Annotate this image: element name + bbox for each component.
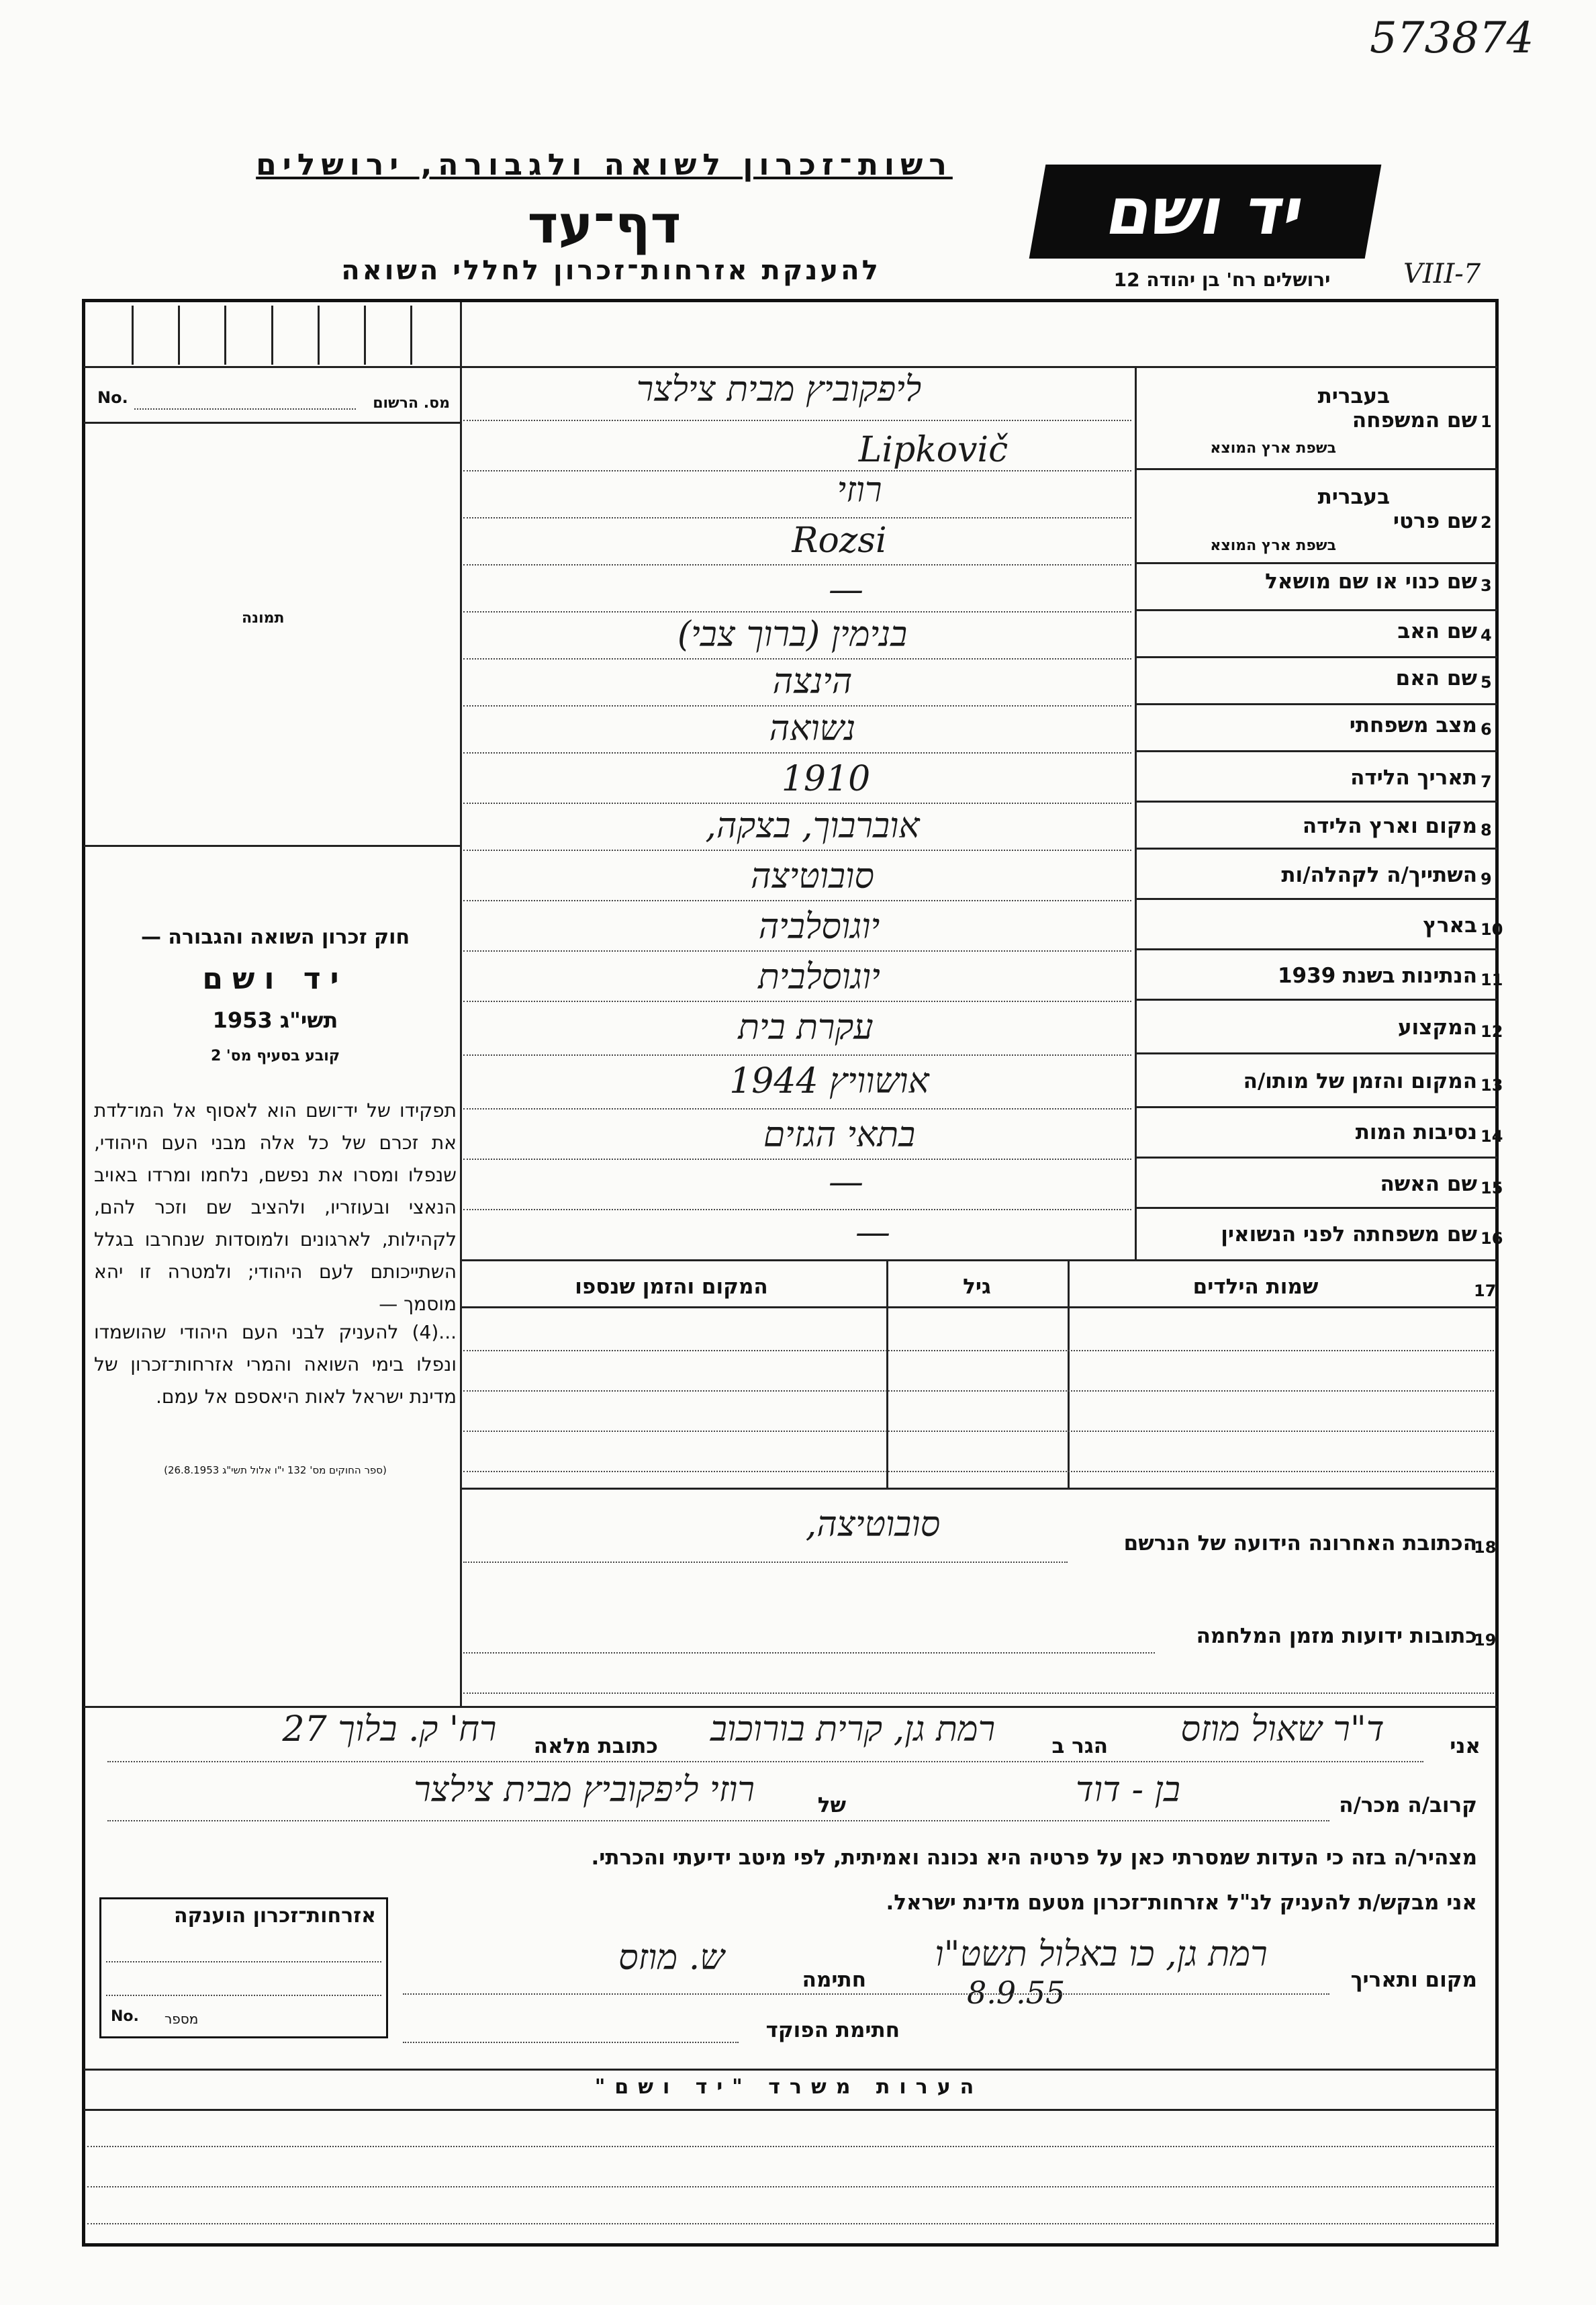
declaration-statement-1: מצהיר/ה בזה כי העדות שמסרתי כאן על פרטיה היא נכונה ואמיתית, לפי מיטב ידיעתי והכרתי. [591,1846,1477,1870]
row-5-value[interactable]: הינצה [772,662,853,702]
row-12-number: 12 [1481,1022,1503,1041]
row-7-value[interactable]: 1910 [781,759,871,799]
full-address-value[interactable]: רח' ק. בלוך 27 [282,1709,497,1750]
row-13-number: 13 [1481,1076,1503,1095]
certificate-line [106,1961,381,1962]
officer-signature-label: חתימת הפוקד [765,2018,900,2042]
hebrew-label: בעברית [1317,485,1390,509]
value-line [463,705,1131,707]
top-strip-line [84,366,1497,368]
row-2-value-hebrew[interactable]: רוזי [837,470,882,510]
row-19-line[interactable] [463,1652,1155,1654]
signature-value[interactable]: ש. מוזס [618,1938,725,1978]
children-age-header: גיל [963,1275,991,1299]
lives-in-label: הגר ב [1051,1734,1108,1758]
row-15-value[interactable]: — [829,1162,863,1202]
children-col-divider [1068,1259,1070,1488]
row-8-number: 8 [1481,821,1492,840]
row-11-label: הנתינות בשנת 1939 [1277,964,1477,988]
lives-in-value[interactable]: רמת גן, קרית בורוכוב [710,1709,996,1750]
children-row-line[interactable] [463,1350,1494,1351]
document-number: 573874 [1370,13,1534,63]
row-line [1135,1052,1497,1054]
row-8-label: מקום וארץ הלידה [1302,814,1477,838]
row-1-value-origin[interactable]: Lipkovič [858,430,1008,470]
certificate-line [106,1995,381,1996]
notes-line[interactable] [87,2223,1494,2224]
photo-label: תמונה [242,610,285,627]
children-col-divider [886,1259,888,1488]
row-3-number: 3 [1481,576,1492,595]
row-7-label: תאריך הלידה [1350,766,1477,790]
declaration-statement-2: אני מבקש/ת להעניק לנ"ל אזרחות־זכרון מטעם מדינת ישראל. [886,1891,1477,1915]
reg-no-label: מס. הרשום [373,395,450,412]
row-1-number: 1 [1481,412,1492,431]
children-table-header-line [460,1306,1497,1308]
row-16-number: 16 [1481,1229,1503,1248]
row-line [1135,562,1497,564]
value-line [463,1054,1131,1056]
value-line [463,1209,1131,1210]
full-address-label: כתובת מלאה [533,1734,658,1758]
row-5-number: 5 [1481,673,1492,692]
row-line [1135,609,1497,611]
row-5-label: שם האם [1395,666,1477,690]
relation-value[interactable]: בן - דוד [1076,1770,1180,1810]
row-19-number: 19 [1474,1631,1497,1649]
row-line [1135,1207,1497,1209]
logo-address: ירושלים רח' בן יהודה 12 [1113,269,1331,291]
row-14-value[interactable]: בתאי הגזים [763,1115,916,1155]
children-row-line[interactable] [463,1390,1494,1392]
hebrew-label: בעברית [1317,384,1390,408]
place-date-line [403,1993,1329,1995]
declaration-line-2 [107,1820,1329,1821]
law-clause: קובע בסעיף מס' 2 [210,1048,340,1065]
law-text-paragraph-2: ...(4) להעניק לבני העם היהודי שהושמדו ונפלו בימי השואה והמרי אזרחות־זכרון של מדינת ישראל לאות היאספם אל עמם. [94,1321,457,1408]
value-line [463,900,1131,901]
notes-line[interactable] [87,2146,1494,2147]
reg-no-field[interactable] [134,408,356,410]
row-2-number: 2 [1481,513,1492,532]
value-line [463,517,1131,518]
children-place-header: המקום והזמן שנספו [575,1275,768,1299]
law-text-paragraph-1: תפקידו של יד־ושם הוא לאסוף אל המו־לדת את זכרם של כל אלה מבני העם היהודי, שנפלו ומסרו את נפשם, נלחמו ומרדו באויב הנאצי ובעוזריו, ולהציב שם וזכר להם, לקהילות, לארגונים ולמוסדות שנחרבו בגלל השתייכותם לעם היהודי; ולמטרה זו יהא מוסמך — [94,1099,457,1315]
law-name: יד ושם [202,962,348,996]
row-18-line [463,1562,1068,1563]
row-1-value-hebrew[interactable]: ליפקוביץ מבית צילצר [636,369,922,410]
value-line [463,1001,1131,1002]
row-4-number: 4 [1481,626,1492,645]
row-10-number: 10 [1481,920,1503,939]
reference-code: VIII-7 [1403,259,1481,289]
row-line [1135,999,1497,1001]
row-14-number: 14 [1481,1127,1503,1146]
of-label: של [817,1793,846,1817]
row-1-label: שם המשפחה [1352,408,1477,433]
date-value[interactable]: 8.9.55 [967,1975,1066,2011]
row-8-value[interactable]: אוברבוך, בצקה, [705,806,920,846]
row-line [1135,801,1497,803]
row-line [1135,1157,1497,1159]
row-3-value[interactable]: — [829,570,863,610]
row-14-label: נסיבות המות [1355,1120,1477,1144]
place-date-label: מקום ותאריך [1350,1968,1477,1992]
row-18-value[interactable]: סובוטיצה, [805,1504,941,1545]
row-19-line-2[interactable] [463,1692,1494,1694]
row-6-number: 6 [1481,720,1492,739]
place-date-value[interactable]: רמת גן, כו באלול תשט"ו [935,1934,1268,1975]
reg-number-boxes [87,306,457,365]
origin-label: בשפת ארץ המוצא [1210,537,1336,554]
row-16-label: שם משפחתה לפני הנשואין [1221,1222,1477,1247]
row-line [1135,948,1497,950]
signature-label: חתימה [802,1968,866,1992]
row-12-value[interactable]: עקרת בית [738,1007,874,1048]
row-line [1135,656,1497,658]
photo-bottom-line [84,845,460,847]
row-18-number: 18 [1474,1538,1497,1557]
law-year: תשי"ג 1953 [212,1007,338,1033]
form-title: דף־עד [527,195,682,255]
row-10-label: בארץ [1423,913,1477,938]
declaration-top-line [84,1706,1497,1708]
row-line [1135,1106,1497,1108]
children-row-line[interactable] [463,1471,1494,1472]
origin-label: בשפת ארץ המוצא [1210,440,1336,457]
row-9-label: השתייך/ה לקהלה/ות [1281,863,1477,887]
row-9-value[interactable]: סובוטיצה [750,856,874,897]
law-reference: (ספר החוקים מס' 132 י"ו אלול תשי"ג 26.8.1953) [164,1464,387,1476]
children-row-line[interactable] [463,1431,1494,1432]
row-12-label: המקצוע [1397,1015,1477,1040]
row-2-label: שם פרטי [1393,509,1477,533]
label-column-divider [1135,366,1137,1259]
value-line [463,950,1131,952]
row-line [1135,703,1497,705]
certificate-no-prefix: No. [111,2008,139,2025]
declarant-name[interactable]: ד"ר שאול מוזס [1180,1709,1384,1750]
row-7-number: 7 [1481,772,1492,791]
yad-vashem-logo: יד ושם [1029,165,1382,259]
row-line [1135,898,1497,900]
row-10-value[interactable]: יוגוסלביה [758,907,880,947]
row-13-value[interactable]: אושוויץ 1944 [729,1061,929,1101]
officer-signature-line[interactable] [403,2042,739,2043]
row-4-label: שם האב [1397,619,1477,643]
row-6-label: מצב משפחתי [1349,713,1477,737]
row-11-value[interactable]: יוגוסלבית [758,957,880,997]
notes-line[interactable] [87,2186,1494,2187]
value-line [463,803,1131,804]
row-3-label: שם כנוי או שם מושאל [1265,570,1477,594]
value-line [463,752,1131,754]
row-19-label: כתובות ידועות מזמן המלחמה [1196,1624,1477,1648]
declaration-i-label: אני [1450,1734,1481,1758]
children-table-top [460,1259,1497,1261]
reg-no-prefix: No. [97,388,128,407]
certificate-number-label: מספר [165,2011,199,2027]
value-line [463,850,1131,851]
notes-top-line [84,2069,1497,2071]
row-16-value[interactable]: — [855,1212,890,1253]
row-6-value[interactable]: נשואה [769,709,856,749]
relation-label: קרוב/ה מכר/ה [1339,1793,1477,1817]
left-column-divider [460,302,462,1706]
row-9-number: 9 [1481,870,1492,889]
photo-top-line [84,422,460,424]
row-13-label: המקום והזמן של מותו/ה [1243,1069,1477,1093]
row-4-value[interactable]: בנימין (ברוך צבי) [677,615,908,655]
row-11-number: 11 [1481,970,1503,989]
value-line [463,1108,1131,1110]
value-line [463,420,1131,421]
of-value[interactable]: רוזי ליפקוביץ מבית צילצר [414,1770,755,1810]
row-18-label: הכתובת האחרונה הידועה של הנרשם [1123,1531,1477,1555]
children-table-bottom [460,1488,1497,1490]
office-notes-header: הערות משרד "יד ושם" [594,2075,984,2099]
value-line [463,611,1131,613]
declaration-line-1 [107,1761,1423,1762]
children-names-header: שמות הילדים [1192,1275,1319,1299]
row-15-number: 15 [1481,1179,1503,1197]
organization-name: רשות־זכרון לשואה ולגבורה, ירושלים [256,148,953,182]
row-line [1135,848,1497,850]
form-subtitle: להענקת אזרחות־זכרון לחללי השואה [341,255,881,286]
law-heading: חוק זכרון השואה והגבורה — [140,925,410,949]
row-line [1135,750,1497,752]
notes-header-line [84,2109,1497,2111]
row-15-label: שם האשה [1380,1172,1477,1196]
value-line [463,658,1131,660]
certificate-title: אזרחות־זכרון הוענקה [173,1904,376,1928]
value-line [463,1159,1131,1160]
row-line [1135,468,1497,470]
row-2-value-origin[interactable]: Rozsi [792,521,887,561]
value-line [463,564,1131,566]
row-17-number: 17 [1474,1281,1497,1300]
